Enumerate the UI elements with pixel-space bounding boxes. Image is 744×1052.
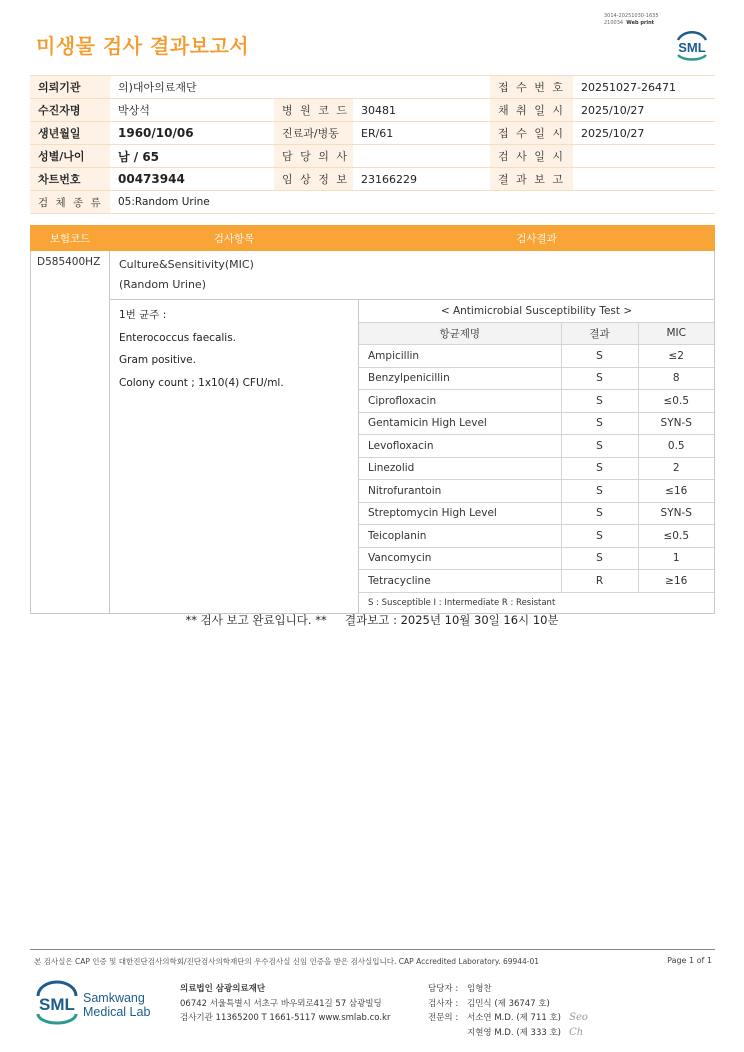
patient-name-value: 박상석 [110,99,274,122]
susceptibility-result: S [561,502,638,525]
footer-divider [30,949,715,950]
organism-line: Colony count ; 1x10(4) CFU/ml. [119,376,284,389]
corporation-address: 06742 서울특별시 서초구 바우뫼로41길 57 삼광빌딩 [180,998,382,1009]
footer-logo-name1: Samkwang [83,991,145,1005]
test-date-label: 검 사 일 시 [490,145,573,168]
amr-cell [359,300,715,614]
info-row [30,99,715,122]
result-header: 결과 [561,322,638,345]
test-row [31,251,715,300]
test-name-cell [110,251,715,300]
hospital-code-label: 병 원 코 드 [274,99,353,122]
drug-name: Benzylpenicillin [359,367,561,390]
amr-title-row [359,300,714,322]
staff-name: 김민식 (제 36747 호) [467,998,550,1009]
sml-logo-icon [672,26,712,62]
mic-value: ≤0.5 [638,525,714,548]
corporation-info [180,982,390,1026]
mic-value: 2 [638,457,714,480]
susceptibility-result: S [561,412,638,435]
test-item-header: 검사항목 [110,226,359,251]
mic-value: 8 [638,367,714,390]
staff-row [428,1011,588,1026]
amr-row [359,570,714,593]
test-date-value [573,145,715,168]
accession-value: 20251027-26471 [573,76,715,99]
amr-row [359,390,714,413]
report-complete-note: ** 검사 보고 완료입니다. ** 결과보고 : 2025년 10월 30일 16시 10분 [185,613,559,627]
print-code-number: 210034 [604,19,624,26]
amr-row [359,525,714,548]
client-label: 의뢰기관 [30,76,110,99]
susceptibility-result: S [561,367,638,390]
mic-value: 0.5 [638,435,714,458]
drug-name: Ciprofloxacin [359,390,561,413]
birthdate-value: 1960/10/06 [110,122,274,145]
department-label: 진료과/병동 [274,122,353,145]
insurance-code-header: 보험코드 [31,226,110,251]
susceptibility-result: S [561,480,638,503]
drug-name: Levofloxacin [359,435,561,458]
footer-logo-sml: SML [39,995,75,1014]
mic-value: 1 [638,547,714,570]
drug-name: Teicoplanin [359,525,561,548]
corporation-contact: 검사기관 11365200 T 1661-5117 www.smlab.co.kr [180,1013,391,1023]
staff-label: 검사자 : [428,998,459,1009]
info-row [30,191,715,214]
chart-number-label: 차트번호 [30,168,110,191]
mic-value: ≤16 [638,480,714,503]
amr-header-row [359,322,714,345]
signature-2: Ch [569,1026,584,1038]
test-result-header: 검사결과 [359,226,715,251]
organism-info [110,300,359,614]
client-value: 의)대아의료재단 [110,76,490,99]
clinical-info-value: 23166229 [353,168,490,191]
received-date-value: 2025/10/27 [573,122,715,145]
amr-row [359,457,714,480]
result-report-label: 결 과 보 고 [490,168,573,191]
mic-value: ≥16 [638,570,714,593]
amr-row [359,367,714,390]
sml-logo-text: SML [678,40,706,55]
sex-age-value: 남 / 65 [110,145,274,168]
legend-row [359,592,714,613]
drug-name: Streptomycin High Level [359,502,561,525]
drug-name: Nitrofurantoin [359,480,561,503]
susceptibility-result: S [561,435,638,458]
clinical-info-label: 임 상 정 보 [274,168,353,191]
drug-header: 항균제명 [359,322,561,345]
samkwang-logo-icon [36,980,154,1026]
amr-row [359,412,714,435]
certification-text: 본 검사실은 CAP 인증 및 대한진단검사의학회/진단검사의학재단의 우수검사실 신임 인증을 받은 검사실입니다. CAP Accredited Laboratory. 69944-01 [34,957,540,966]
chart-number-value: 00473944 [110,168,274,191]
staff-info [428,982,588,1040]
physician-value [353,145,490,168]
hospital-code-value: 30481 [353,99,490,122]
web-print-label: Web print [626,19,655,26]
drug-name: Vancomycin [359,547,561,570]
staff-label: 담당자 : [428,984,459,994]
signature-1: Seo [569,1012,588,1023]
susceptibility-table [359,300,714,613]
page-number: Page 1 of 1 [667,956,712,965]
staff-row [428,1026,588,1041]
footer-logo-name2: Medical Lab [83,1005,151,1019]
organism-line: Enterococcus faecalis. [119,331,237,344]
print-code-line1: 3014-20251030-1635 [604,13,659,19]
staff-row [428,982,588,997]
report-title: 미생물 검사 결과보고서 [36,34,250,58]
result-report-value [573,168,715,191]
received-date-label: 접 수 일 시 [490,122,573,145]
info-row [30,76,715,99]
info-row [30,168,715,191]
susceptibility-result: S [561,547,638,570]
sex-age-label: 성별/나이 [30,145,110,168]
susceptibility-result: S [561,457,638,480]
amr-row [359,502,714,525]
test-name: Culture&Sensitivity(MIC) [119,258,254,271]
mic-value: SYN-S [638,502,714,525]
result-header-row [31,226,715,251]
susceptibility-result: S [561,525,638,548]
susceptibility-result: S [561,345,638,368]
mic-value: ≤2 [638,345,714,368]
corporation-name: 의료법인 삼광의료재단 [180,984,266,994]
info-row [30,145,715,168]
accession-label: 접 수 번 호 [490,76,573,99]
patient-info-table [30,75,715,214]
patient-name-label: 수진자명 [30,99,110,122]
drug-name: Tetracycline [359,570,561,593]
department-value: ER/61 [353,122,490,145]
amr-title: < Antimicrobial Susceptibility Test > [359,300,714,322]
amr-row [359,345,714,368]
drug-name: Ampicillin [359,345,561,368]
specimen-label: 검 체 종 류 [30,191,110,214]
mic-value: SYN-S [638,412,714,435]
staff-label: 전문의 : [428,1013,459,1023]
amr-row [359,480,714,503]
mic-value: ≤0.5 [638,390,714,413]
print-code [604,13,659,26]
drug-name: Gentamicin High Level [359,412,561,435]
collection-date-value: 2025/10/27 [573,99,715,122]
staff-name: 서소연 M.D. (제 711 호) [467,1013,562,1023]
susceptibility-result: R [561,570,638,593]
birthdate-label: 생년월일 [30,122,110,145]
organism-row [31,300,715,614]
drug-name: Linezolid [359,457,561,480]
collection-date-label: 채 취 일 시 [490,99,573,122]
result-table [30,225,715,614]
insurance-code: D585400HZ [31,251,110,614]
info-row [30,122,715,145]
amr-row [359,435,714,458]
staff-name: 임형찬 [467,984,492,994]
organism-line: 1번 균주 : [119,309,167,321]
organism-line: Gram positive. [119,354,196,366]
physician-label: 담 당 의 사 [274,145,353,168]
staff-row [428,997,588,1012]
amr-row [359,547,714,570]
test-specimen: (Random Urine) [119,278,206,291]
mic-header: MIC [638,322,714,345]
susceptibility-legend: S : Susceptible I : Intermediate R : Resistant [368,597,556,608]
specimen-value: 05:Random Urine [110,191,715,214]
staff-name: 지현영 M.D. (제 333 호) [467,1027,562,1038]
susceptibility-result: S [561,390,638,413]
